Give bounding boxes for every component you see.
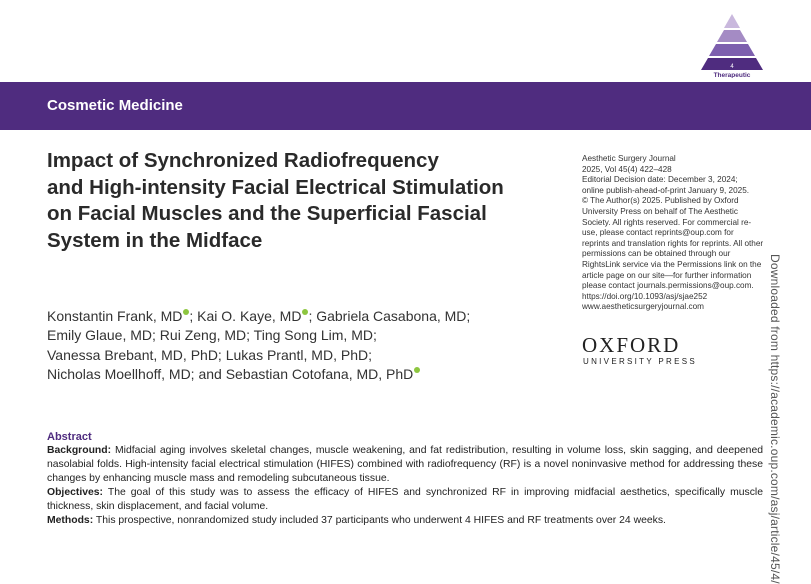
author-name: ; Gabriela Casabona, MD;	[308, 308, 471, 324]
copyright-line: University Press on behalf of The Aesthetic	[582, 206, 738, 216]
methods-text: This prospective, nonrandomized study included 37 participants who underwent 4 HIFES and RF treatments over 24 weeks.	[93, 515, 666, 526]
decision-date: Editorial Decision date: December 3, 2024;	[582, 175, 738, 185]
copyright-line: use, please contact reprints@oup.com for	[582, 228, 734, 238]
doi-link[interactable]: https://doi.org/10.1093/asj/sjae252	[582, 291, 708, 301]
author-list	[47, 307, 567, 384]
abstract-objectives	[47, 486, 763, 514]
copyright-line: article page on our site—for further information	[582, 270, 752, 280]
title-line: and High-intensity Facial Electrical Stimulation	[47, 175, 504, 199]
journal-metadata	[582, 154, 782, 313]
abstract-section	[47, 430, 763, 528]
badge-label: Therapeutic	[713, 72, 751, 78]
journal-volume: 2025, Vol 45(4) 422–428	[582, 164, 672, 174]
title-line: Impact of Synchronized Radiofrequency	[47, 149, 439, 172]
author-name: Konstantin Frank, MD	[47, 308, 183, 324]
section-label: Cosmetic Medicine	[47, 97, 183, 114]
orcid-icon[interactable]	[414, 367, 420, 373]
author-line	[47, 307, 567, 326]
copyright-line: Society. All rights reserved. For commercial re-	[582, 217, 752, 227]
background-text: Midfacial aging involves skeletal changes, muscle weakening, and fat redistribution, resulting in volume loss, skin sagging, and deepened nasolabial folds. High-intensity facial electrical stimulation (HIFES) combined with radiofrequency (RF) is a novel noninvasive method for addressing these changes by enhancing muscle mass and remodeling subcutaneous tissue.	[47, 445, 763, 484]
copyright-line: please contact journals.permissions@oup.com.	[582, 281, 754, 291]
background-label: Background:	[47, 445, 112, 456]
author-line	[47, 365, 567, 384]
copyright-line: permissions can be obtained through our	[582, 249, 731, 259]
badge-number: 4	[730, 64, 734, 70]
publisher-subtitle: UNIVERSITY PRESS	[583, 357, 698, 366]
author-line: Emily Glaue, MD; Rui Zeng, MD; Ting Song Lim, MD;	[47, 327, 377, 344]
publisher-logo: OXFORD	[582, 333, 681, 357]
methods-label: Methods:	[47, 515, 94, 526]
journal-name: Aesthetic Surgery Journal	[582, 154, 676, 163]
abstract-methods	[47, 514, 763, 528]
copyright-line: RightsLink service via the Permissions link on the	[582, 259, 762, 269]
download-watermark: Downloaded from https://academic.oup.com/asj/article/45/4/	[768, 254, 782, 584]
article-title	[47, 148, 577, 254]
author-name: ; Kai O. Kaye, MD	[189, 308, 302, 324]
therapeutic-pyramid-icon	[696, 12, 768, 78]
author-name: Nicholas Moellhoff, MD; and Sebastian Cotofana, MD, PhD	[47, 365, 414, 382]
abstract-heading: Abstract	[47, 431, 92, 443]
author-line: Vanessa Brebant, MD, PhD; Lukas Prantl, MD, PhD;	[47, 346, 372, 363]
publish-date: online publish-ahead-of-print January 9, 2025.	[582, 185, 750, 195]
objectives-label: Objectives:	[47, 487, 104, 498]
journal-website-link[interactable]: www.aestheticsurgeryjournal.com	[582, 302, 704, 312]
abstract-background	[47, 444, 763, 486]
copyright-line: © The Author(s) 2025. Published by Oxford	[582, 196, 739, 206]
copyright-line: reprints and translation rights for reprints. All other	[582, 238, 764, 248]
objectives-text: The goal of this study was to assess the efficacy of HIFES and synchronized RF in improving midfacial aesthetics, specifically muscle thickness, skin displacement, and facial volume.	[47, 487, 763, 512]
title-line: on Facial Muscles and the Superficial Fascial	[47, 202, 487, 225]
title-line: System in the Midface	[47, 228, 263, 252]
